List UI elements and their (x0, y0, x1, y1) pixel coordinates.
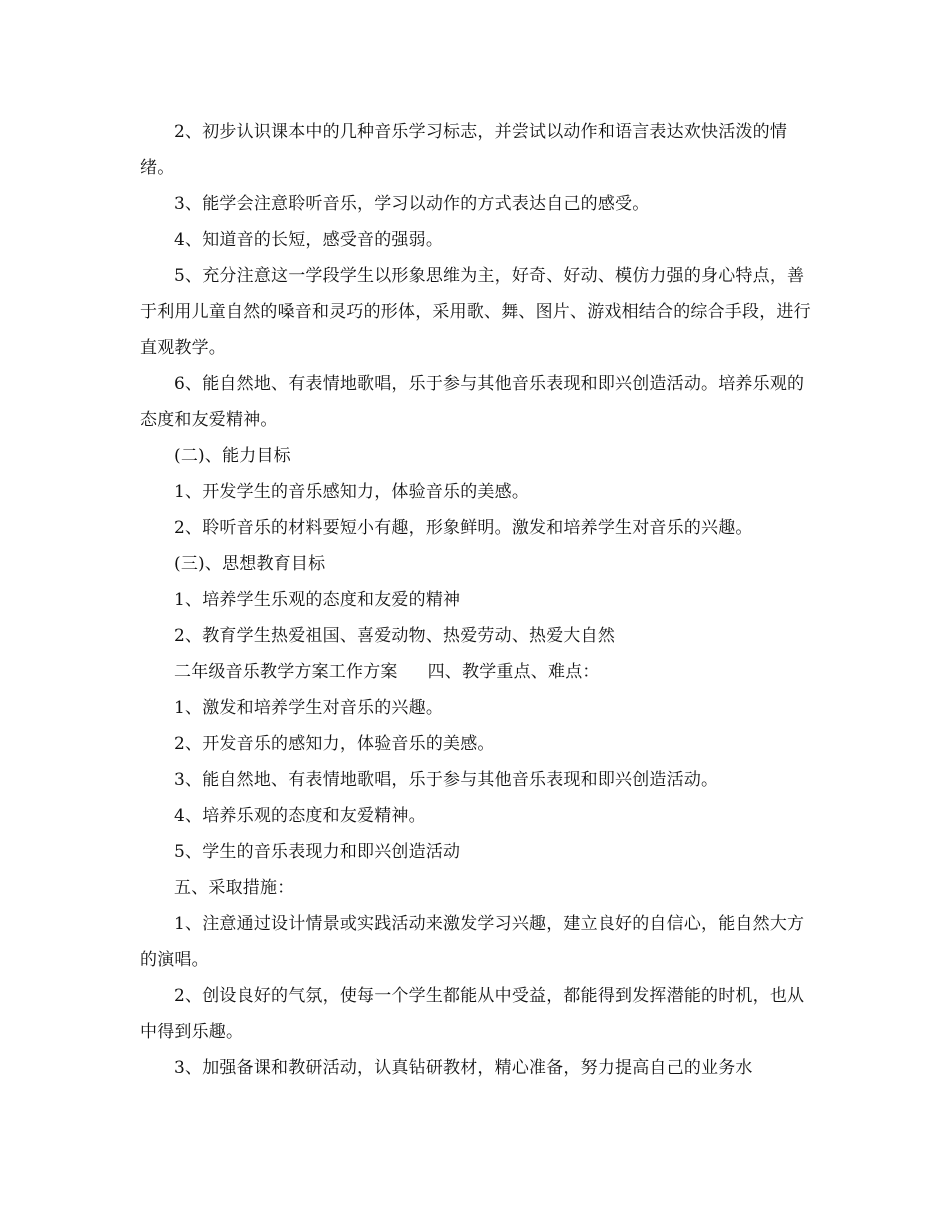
paragraph-moral-2: 2、教育学生热爱祖国、喜爱动物、热爱劳动、热爱大自然 (174, 626, 616, 646)
paragraph-key-4: 4、培养乐观的态度和友爱精神。 (174, 806, 426, 826)
paragraph-goal-3: 3、能学会注意聆听音乐，学习以动作的方式表达自己的感受。 (174, 194, 650, 214)
paragraph-goal-5: 5、充分注意这一学段学生以形象思维为主，好奇、好动、模仿力强的身心特点，善于利用儿童自然的嗓音和灵巧的形体，采用歌、舞、图片、游戏相结合的综合手段，进行直观教学。 (140, 266, 811, 358)
paragraph-key-3: 3、能自然地、有表情地歌唱，乐于参与其他音乐表现和即兴创造活动。 (174, 770, 719, 790)
heading-measures: 五、采取措施： (174, 878, 295, 898)
paragraph-key-5: 5、学生的音乐表现力和即兴创造活动 (174, 842, 461, 862)
paragraph-key-2: 2、开发音乐的感知力，体验音乐的美感。 (174, 734, 495, 754)
paragraph-ability-2: 2、聆听音乐的材料要短小有趣，形象鲜明。激发和培养学生对音乐的兴趣。 (174, 518, 753, 538)
heading-key-points-row (140, 654, 820, 690)
heading-key-points: 四、教学重点、难点： (427, 662, 600, 682)
heading-moral-goals: (三)、思想教育目标 (174, 554, 326, 574)
paragraph-measure-2: 2、创设良好的气氛，使每一个学生都能从中受益，都能得到发挥潜能的时机，也从中得到乐趣。 (140, 986, 805, 1042)
paragraph-goal-6: 6、能自然地、有表情地歌唱，乐于参与其他音乐表现和即兴创造活动。培养乐观的态度和友爱精神。 (140, 374, 805, 430)
heading-ability-goals: (二)、能力目标 (174, 446, 291, 466)
paragraph-goal-4: 4、知道音的长短，感受音的强弱。 (174, 230, 444, 250)
paragraph-ability-1: 1、开发学生的音乐感知力，体验音乐的美感。 (174, 482, 530, 502)
paragraph-moral-1: 1、培养学生乐观的态度和友爱的精神 (174, 590, 461, 610)
document-body (140, 114, 820, 1086)
doc-title-inline: 二年级音乐教学方案工作方案 (174, 662, 398, 682)
paragraph-measure-3: 3、加强备课和教研活动，认真钻研教材，精心准备，努力提高自己的业务水 (174, 1058, 753, 1078)
paragraph-goal-2: 2、初步认识课本中的几种音乐学习标志，并尝试以动作和语言表达欢快活泼的情绪。 (140, 122, 788, 178)
paragraph-key-1: 1、激发和培养学生对音乐的兴趣。 (174, 698, 444, 718)
paragraph-measure-1: 1、注意通过设计情景或实践活动来激发学习兴趣，建立良好的自信心，能自然大方的演唱。 (140, 914, 805, 970)
